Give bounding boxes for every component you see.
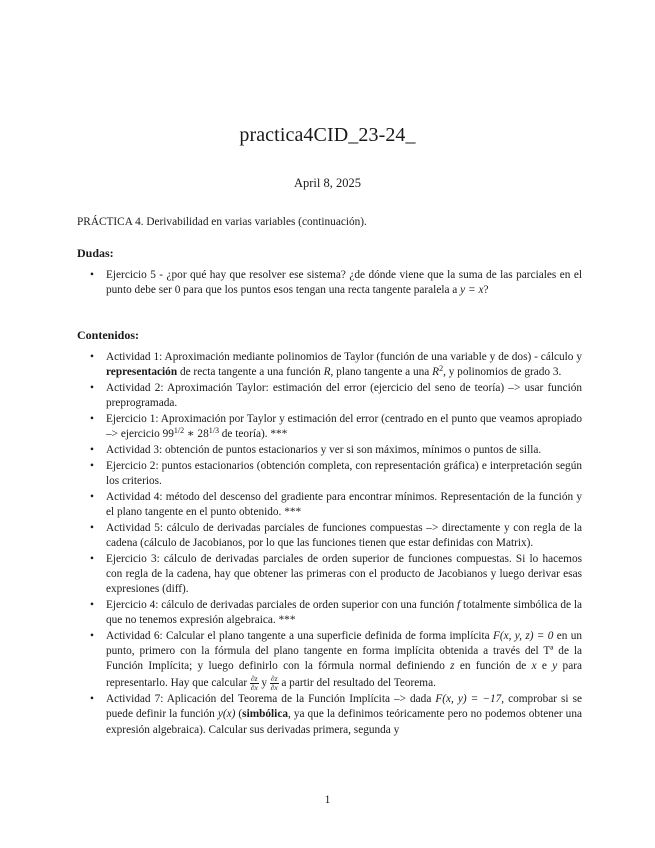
list-item — [77, 598, 582, 628]
item-text: , ya que la definimos teóricamente pero no podemos obtener una expresión algebraica). Calcular sus derivadas primera, segunda y — [106, 708, 582, 736]
item-text: totalmente simbólica de la que no tenemos expresión algebraica. *** — [106, 599, 583, 627]
item-text: e — [536, 660, 553, 673]
list-item — [77, 412, 582, 442]
math-expression: y(x) — [217, 708, 236, 721]
dudas-heading: Dudas: — [77, 246, 114, 260]
item-text: en función de — [454, 660, 532, 673]
item-text: de teoría). *** — [218, 428, 288, 441]
list-item: • Actividad 2: Aproximación Taylor: estimación del error (ejercicio del seno de teoría) –> usar función preprogramada. — [77, 381, 582, 411]
item-text: Actividad 1: Aproximación mediante polinomios de Taylor (función de una variable y de dos) - cálculo y — [106, 351, 582, 363]
fraction-numerator: ∂z — [250, 673, 258, 683]
math-superscript: 1/2 — [173, 426, 185, 436]
list-item: • Ejercicio 3: cálculo de derivadas parciales de orden superior de funciones compuestas. Si lo hacemos con regla de la cadena, hay que obtener las primeras con el producto de Jacobianos y luego derivar esas expresiones (diff). — [77, 552, 582, 598]
item-text: ( — [235, 708, 243, 721]
math-expression: x — [531, 660, 537, 673]
item-text: , plano tangente a una — [330, 366, 433, 379]
list-item — [77, 350, 582, 380]
item-text: , y polinomios de grado 3. — [443, 366, 562, 379]
fraction-numerator: ∂z — [270, 673, 278, 683]
document-title: practica4CID_23-24_ — [239, 124, 416, 146]
intro-paragraph: PRÁCTICA 4. Derivabilidad en varias variables (continuación). — [77, 216, 367, 228]
math-expression: 99 — [162, 428, 174, 441]
contenidos-heading: Contenidos: — [77, 328, 140, 342]
math-expression: R — [323, 366, 331, 379]
list-item — [77, 268, 582, 298]
item-text: y — [258, 676, 270, 689]
item-text: Ejercicio 4: cálculo de derivadas parciales de orden superior con una función — [106, 599, 458, 611]
math-superscript: 1/3 — [208, 426, 219, 436]
item-text: , comprobar si se puede definir la función — [106, 693, 582, 721]
item-text: Actividad 6: Calcular el plano tangente a una superficie definida de forma implícita — [106, 630, 493, 642]
item-text: Ejercicio 5 - ¿por qué hay que resolver ese sistema? ¿de dónde viene que la suma de las parciales en el punto debe ser 0 para que los puntos esos tengan una recta tangente paralela a — [106, 269, 582, 297]
item-text: de recta tangente a una función — [177, 366, 324, 379]
bold-text: simbólica — [242, 708, 288, 721]
list-item — [77, 692, 582, 738]
fraction-dz-dx — [270, 675, 279, 692]
item-text: ? — [483, 284, 489, 297]
item-text: para representarlo. Hay que calcular — [106, 660, 582, 689]
page-number: 1 — [324, 794, 331, 806]
math-expression: y — [552, 660, 558, 673]
item-text: en un punto, primero con la fórmula del plano tangente en forma implícita obtenida a través del Tª de la Función Implícita; y luego definirlo con la fórmula normal definiendo — [106, 630, 583, 673]
fraction-denominator: ∂x — [270, 682, 278, 692]
item-text: Actividad 7: Aplicación del Teorema de la Función Implícita –> dada — [106, 693, 436, 706]
document-date: April 8, 2025 — [293, 176, 361, 190]
math-expression: f — [457, 599, 461, 611]
math-expression: z — [450, 660, 455, 673]
math-expression: R — [432, 366, 440, 379]
contenidos-list — [77, 350, 582, 738]
math-superscript: 2 — [439, 364, 444, 374]
list-item: • Ejercicio 2: puntos estacionarios (obtención completa, con representación gráfica) e interpretación según los criterios. — [77, 459, 582, 489]
dudas-list — [77, 268, 582, 299]
item-text: Ejercicio 1: Aproximación por Taylor y estimación del error (centrado en el punto que veamos apropiado –> ejercicio — [106, 413, 582, 441]
list-item: • Actividad 5: cálculo de derivadas parciales de funciones compuestas –> directamente y con regla de la cadena (cálculo de Jacobianos, por lo que las funciones tienen que estar definidas con Matrix). — [77, 521, 582, 551]
fraction-denominator: ∂x — [250, 682, 258, 692]
item-text: a partir del resultado del Teorema. — [278, 676, 436, 689]
math-expression: F(x, y, z) = 0 — [492, 630, 554, 642]
list-item — [77, 629, 582, 692]
math-expression: y = x — [460, 284, 484, 297]
fraction-dz-dx — [250, 675, 259, 692]
bold-text: representación — [106, 366, 178, 379]
list-item: • Actividad 4: método del descenso del gradiente para encontrar mínimos. Representación de la función y el plano tangente en el punto obtenido. *** — [77, 490, 582, 520]
list-item: • Actividad 3: obtención de puntos estacionarios y ver si son máximos, mínimos o puntos de silla. — [77, 443, 582, 458]
math-expression: F(x, y) = −17 — [435, 693, 502, 706]
math-expression: ∗ 28 — [184, 428, 209, 441]
